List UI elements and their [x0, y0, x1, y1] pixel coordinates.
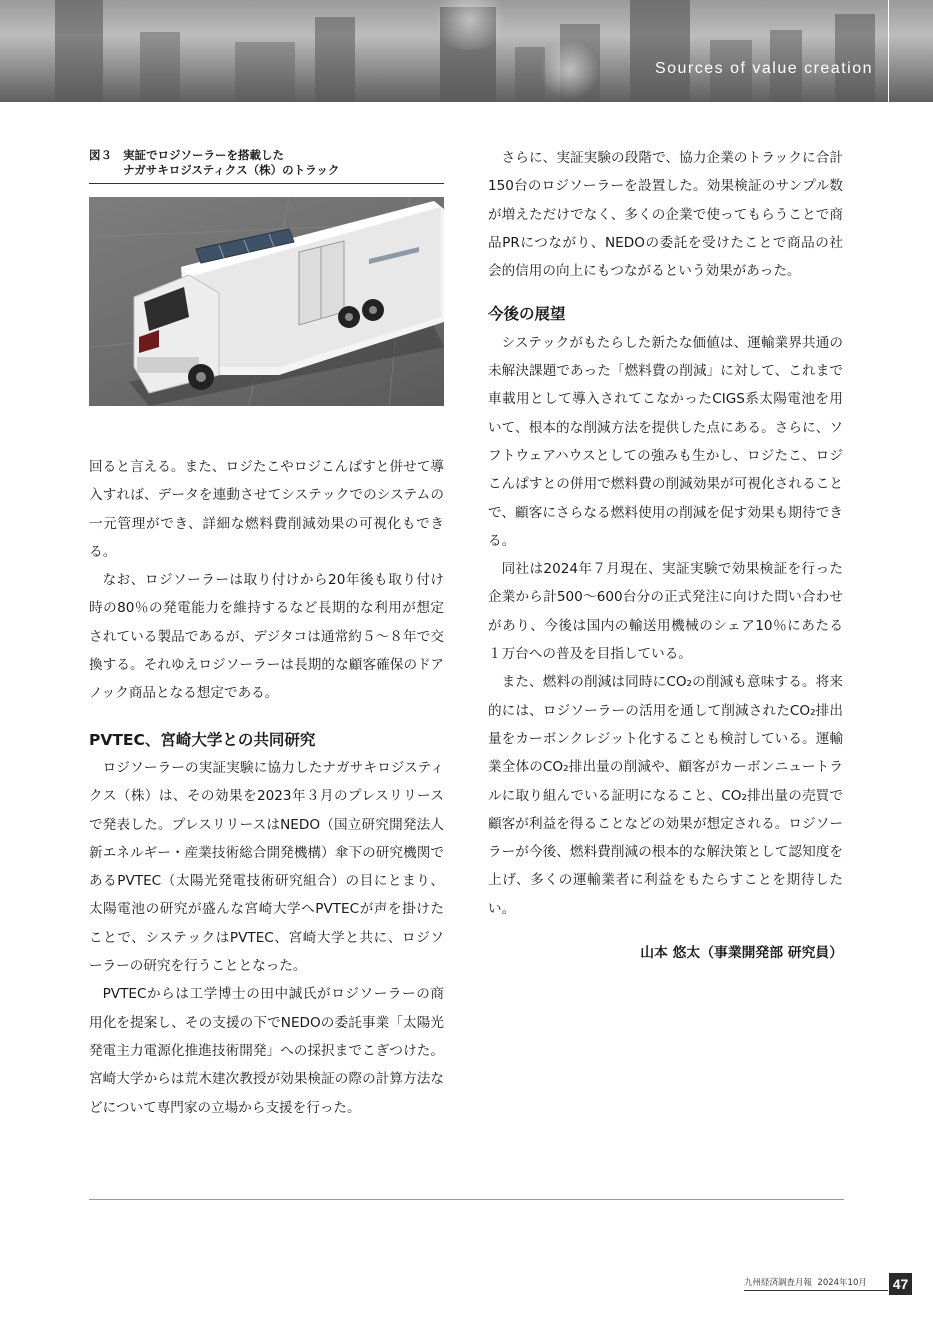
figure-caption-line1: 実証でロジソーラーを搭載した — [123, 148, 284, 162]
header-banner — [0, 0, 933, 102]
truck-photo — [89, 197, 444, 406]
figure-caption — [89, 148, 444, 178]
figure-number: 図３ — [89, 148, 112, 162]
right-column — [488, 144, 843, 967]
bottom-rule — [89, 1199, 844, 1200]
author-credit: 山本 悠太（事業開発部 研究員） — [640, 945, 843, 962]
right-paragraph-1: さらに、実証実験の段階で、協力企業のトラックに合計150台のロジソーラーを設置した。効果検証のサンプル数が増えただけでなく、多くの企業で使ってもらうことで商品PRにつながり、NEDOの委託を受けたことで商品の社会的信用の向上にもつながるという効果があった。 — [488, 150, 843, 280]
page-number: 47 — [889, 1273, 912, 1295]
right-paragraph-2: システックがもたらした新たな価値は、運輸業界共通の未解決課題であった「燃料費の削減」に対して、これまで車載用として導入されてこなかったCIGS系太陽電池を用いて、根本的な削減方法を提供した点にある。さらに、ソフトウェアハウスとしての強みも生かし、ロジたこ、ロジこんぱすとの併用で燃料費の削減効果が可視化されることで、顧客にさらなる燃料使用の削減を促す効果も期待できる。 — [488, 334, 843, 549]
left-paragraph-2: なお、ロジソーラーは取り付けから20年後も取り付け時の80％の発電能力を維持するなど長期的な利用が想定されている製品であるが、デジタコは通常約５～８年で交換する。それゆえロジソーラーは長期的な顧客確保のドアノック商品となる想定である。 — [89, 572, 444, 702]
figure-caption-line2: ナガサキロジスティクス（株）のトラック — [123, 163, 340, 177]
left-paragraph-3: ロジソーラーの実証実験に協力したナガサキロジスティクス（株）は、その効果を2023年３月のプレスリリースで発表した。プレスリリースはNEDO（国立研究開発法人新エネルギー・産業技術総合開発機構）傘下の研究機関であるPVTEC（太陽光発電技術研究組合）の目にとまり、太陽電池の研究が盛んな宮崎大学へPVTECが声を掛けたことで、システックはPVTEC、宮崎大学と共に、ロジソーラーの研究を行うこととなった。 — [89, 759, 444, 975]
left-column — [89, 453, 444, 1122]
footer-publication-info — [744, 1276, 867, 1288]
right-paragraph-4: また、燃料の削減は同時にCO₂の削減も意味する。将来的には、ロジソーラーの活用を通して削減されたCO₂排出量をカーボンクレジット化することも検討している。運輸業全体のCO₂排出量の削減や、顧客がカーボンニュートラルに取り組んでいる証明になること、CO₂排出量の売買で顧客が利益を得ることなどの効果が想定される。ロジソーラーが今後、燃料費削減の根本的な解決策として認知度を上げ、多くの運輸業者に利益をもたらすことを期待したい。 — [488, 674, 843, 917]
footer-date: 2024年10月 — [817, 1278, 867, 1288]
footer-publication: 九州経済調査月報 — [744, 1278, 813, 1288]
header-tagline: Sources of value creation — [654, 60, 873, 77]
section-heading-outlook: 今後の展望 — [488, 305, 566, 324]
section-heading-pvtec: PVTEC、宮崎大学との共同研究 — [89, 730, 316, 749]
footer-rule — [744, 1290, 888, 1291]
left-paragraph-1: 回ると言える。また、ロジたこやロジこんぱすと併せて導入すれば、データを連動させてシステックでのシステムの一元管理ができ、詳細な燃料費削減効果の可視化もできる。 — [89, 459, 444, 560]
header-divider — [888, 0, 889, 102]
left-paragraph-4: PVTECからは工学博士の田中誠氏がロジソーラーの商用化を提案し、その支援の下でNEDOの委託事業「太陽光発電主力電源化推進技術開発」への採択までこぎつけた。宮崎大学からは荒木建次教授が効果検証の際の計算方法などについて専門家の立場から支援を行った。 — [89, 986, 444, 1116]
right-paragraph-3: 同社は2024年７月現在、実証実験で効果検証を行った企業から計500～600台分の正式発注に向けた問い合わせがあり、今後は国内の輸送用機械のシェア10％にあたる１万台への普及を目指している。 — [488, 561, 843, 663]
caption-rule — [89, 183, 444, 184]
